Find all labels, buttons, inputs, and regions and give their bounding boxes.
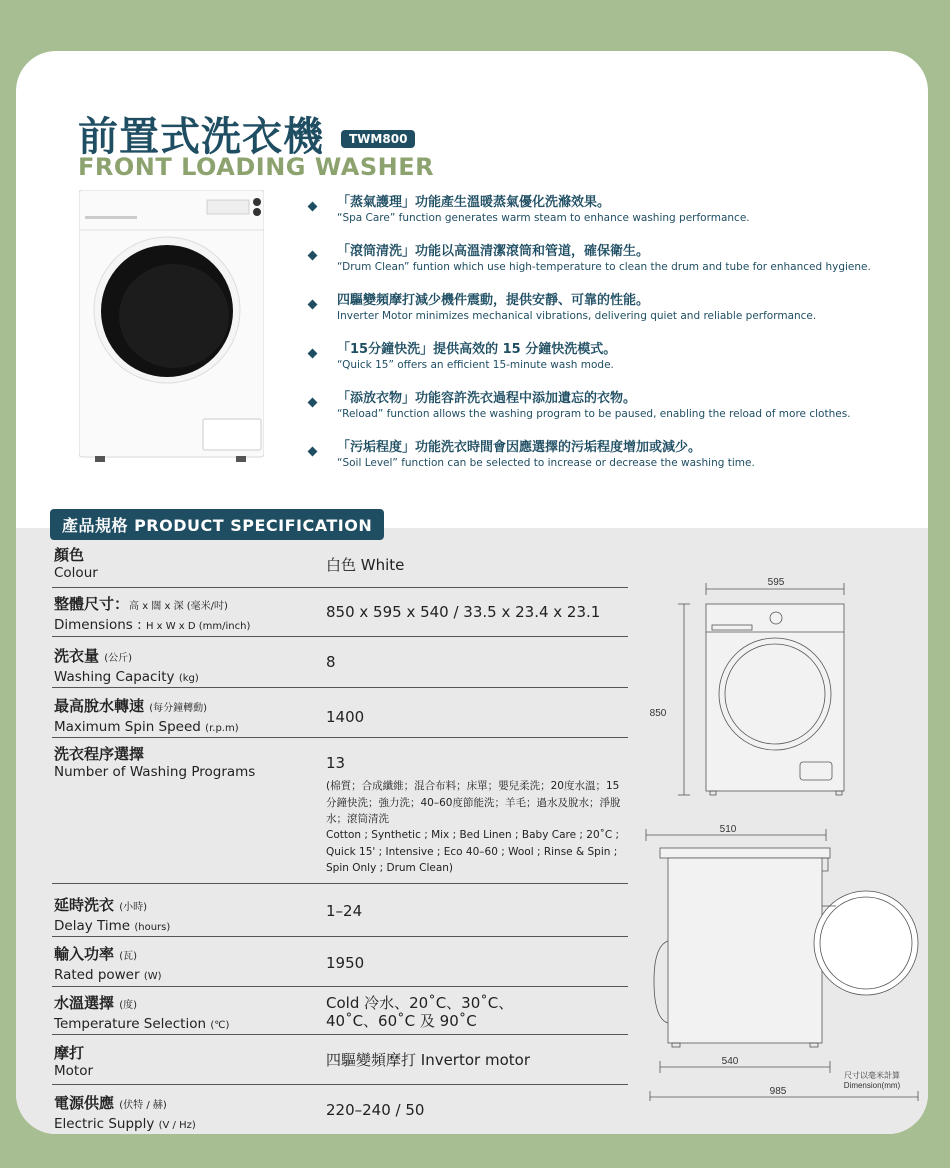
diamond-bullet-icon (308, 300, 318, 310)
model-badge: TWM800 (341, 130, 415, 148)
spec-label-zh: 洗衣量 (54, 647, 100, 665)
spec-detail-zh: (棉質；合成纖維；混合布料；床單；嬰兒柔洗；20度水溫；15分鐘快洗；強力洗；40–60度節能洗；羊毛；過水及脫水；淨脫水；滾筒清洗 (326, 780, 621, 825)
feature-en: “Soil Level” function can be selected to increase or decrease the washing time. (337, 457, 755, 469)
spec-value: 850 x 595 x 540 / 33.5 x 23.4 x 23.1 (326, 603, 601, 621)
feature-zh: 「滾筒清洗」功能以高溫清潔滾筒和管道，確保衛生。 (337, 244, 650, 259)
feature-item (309, 390, 899, 439)
feature-item (309, 243, 899, 292)
spec-row-motor (52, 1044, 628, 1085)
spec-unit-en: (hours) (134, 922, 171, 933)
feature-en: “Quick 15” offers an efficient 15-minute wash mode. (337, 359, 614, 371)
spec-label-en: Maximum Spin Speed (54, 719, 201, 735)
diamond-bullet-icon (308, 251, 318, 261)
dimension-diagram (626, 561, 926, 1101)
spec-unit-en: (kg) (178, 673, 199, 684)
product-card (16, 51, 928, 1134)
spec-detail-en: Cotton ; Synthetic ; Mix ; Bed Linen ; Baby Care ; 20˚C ; Quick 15' ; Intensive ; Eco 40–60 ; Wool ; Rinse & Spin ; Spin Only ; Drum Clean) (326, 829, 620, 874)
dim-depth-label: 540 (721, 1056, 739, 1067)
spec-value: 1–24 (326, 902, 363, 920)
spec-unit-en: (℃) (210, 1020, 230, 1031)
spec-label-zh: 最高脫水轉速 (54, 697, 145, 715)
spec-value: 1400 (326, 708, 365, 726)
feature-item (309, 341, 899, 390)
spec-unit-en: H x W x D (mm/inch) (145, 621, 251, 632)
spec-value: Cold 冷水、20˚C、30˚C、 (326, 994, 514, 1012)
spec-unit-en: (W) (143, 971, 162, 982)
spec-label-zh: 摩打 (54, 1044, 85, 1062)
diamond-bullet-icon (308, 202, 318, 212)
spec-label-zh: 整體尺寸： (54, 595, 130, 613)
feature-zh: 「15分鐘快洗」提供高效的 15 分鐘快洗模式。 (337, 342, 617, 357)
spec-value: 四驅變頻摩打 Invertor motor (326, 1051, 530, 1069)
spec-unit-en: (V / Hz) (158, 1120, 196, 1131)
spec-unit-zh: (每分鐘轉動) (149, 703, 208, 714)
spec-row-power (52, 945, 628, 987)
washer-photo (79, 190, 264, 463)
feature-zh: 四驅變頻摩打減少機件震動，提供安靜、可靠的性能。 (337, 293, 650, 308)
spec-row-delay (52, 896, 628, 937)
spec-label-en: Number of Washing Programs (54, 764, 256, 780)
dim-door-open-label: 985 (769, 1086, 787, 1097)
spec-label-zh: 顏色 (54, 546, 85, 564)
title-chinese: 前置式洗衣機 (78, 114, 324, 160)
spec-label-zh: 洗衣程序選擇 (54, 745, 145, 763)
spec-row-colour (52, 546, 628, 588)
spec-unit-zh: 高 x 闊 x 深 (毫米/吋) (129, 601, 228, 612)
spec-value: 8 (326, 653, 336, 671)
spec-label-zh: 水溫選擇 (54, 994, 115, 1012)
feature-en: “Reload” function allows the washing program to be paused, enabling the reload of more clothes. (337, 408, 851, 420)
spec-unit-zh: (伏特 / 赫) (119, 1100, 167, 1111)
feature-item (309, 292, 899, 341)
dim-note-zh: 尺寸以毫米計算 (844, 1071, 900, 1080)
diamond-bullet-icon (308, 349, 318, 359)
spec-unit-en: (r.p.m) (205, 723, 239, 734)
spec-label-en: Dimensions : (54, 617, 146, 633)
feature-en: “Drum Clean” funtion which use high-temperature to clean the drum and tube for enhanced hygiene. (337, 261, 871, 273)
spec-label-zh: 輸入功率 (54, 945, 115, 963)
spec-value: 1950 (326, 954, 365, 972)
spec-value: 13 (326, 754, 346, 772)
spec-value-2: 40˚C、60˚C 及 90˚C (326, 1012, 477, 1030)
spec-label-zh: 延時洗衣 (54, 896, 115, 914)
dim-width-label: 595 (767, 577, 785, 588)
spec-label-en: Rated power (54, 967, 140, 983)
title-english: FRONT LOADING WASHER (78, 153, 435, 181)
spec-row-capacity (52, 647, 628, 688)
feature-list (309, 194, 899, 488)
feature-zh: 「添放衣物」功能容許洗衣過程中添加遺忘的衣物。 (337, 391, 637, 406)
spec-label-zh: 電源供應 (54, 1094, 115, 1112)
spec-label-en: Delay Time (54, 918, 131, 934)
feature-zh: 「蒸氣護理」功能產生溫暖蒸氣優化洗滌效果。 (337, 195, 611, 210)
spec-value: 220–240 / 50 (326, 1101, 425, 1119)
feature-en: Inverter Motor minimizes mechanical vibrations, delivering quiet and reliable performance. (337, 310, 817, 322)
spec-heading: 產品規格 PRODUCT SPECIFICATION (50, 509, 384, 540)
spec-unit-zh: (瓦) (119, 951, 138, 962)
spec-row-dimensions (52, 595, 628, 637)
dim-note-en: Dimension(mm) (843, 1081, 901, 1090)
feature-en: “Spa Care” function generates warm steam to enhance washing performance. (337, 212, 750, 224)
spec-label-en: Temperature Selection (54, 1016, 207, 1032)
spec-row-supply (52, 1094, 628, 1130)
diamond-bullet-icon (308, 447, 318, 457)
spec-unit-zh: (度) (119, 1000, 138, 1011)
diamond-bullet-icon (308, 398, 318, 408)
spec-value: 白色 White (326, 556, 405, 574)
feature-zh: 「污垢程度」功能洗衣時間會因應選擇的污垢程度增加或減少。 (337, 440, 702, 455)
spec-label-en: Electric Supply (54, 1116, 155, 1132)
spec-unit-zh: (小時) (119, 902, 148, 913)
feature-item (309, 194, 899, 243)
dim-height-label: 850 (649, 708, 667, 719)
spec-row-spin-speed (52, 697, 628, 738)
dim-side-depth-label: 510 (719, 824, 737, 835)
spec-label-en: Washing Capacity (54, 669, 175, 685)
spec-row-programs (52, 745, 628, 884)
spec-label-en: Colour (54, 565, 98, 581)
feature-item (309, 439, 899, 488)
spec-row-temperature (52, 994, 628, 1035)
spec-label-en: Motor (54, 1063, 94, 1079)
spec-unit-zh: (公斤) (104, 653, 133, 664)
